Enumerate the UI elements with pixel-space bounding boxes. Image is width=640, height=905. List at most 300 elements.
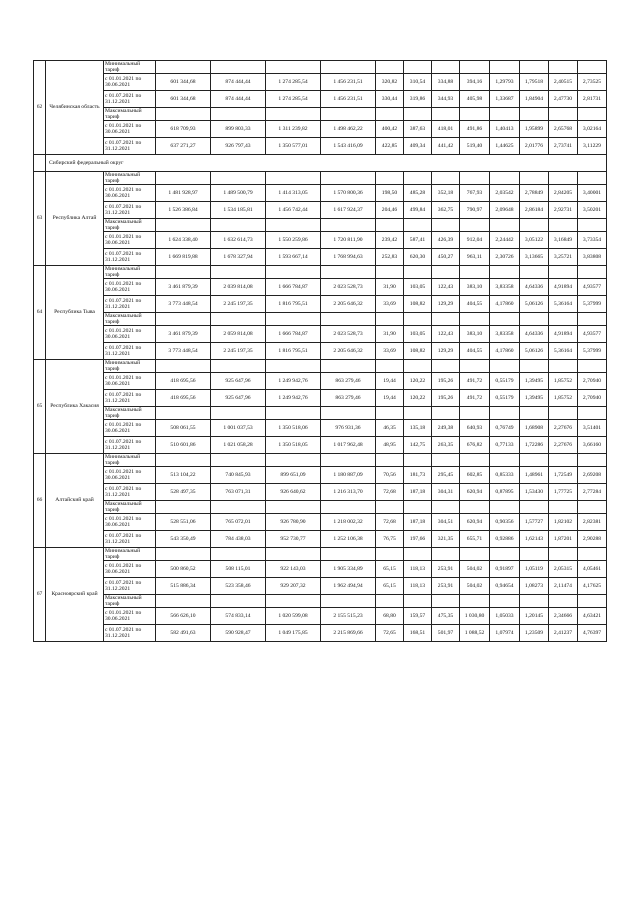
- value-cell: 2,81731: [578, 91, 607, 108]
- empty-cell: [520, 108, 549, 121]
- empty-cell: [549, 360, 578, 373]
- tariff-table: [33, 60, 607, 642]
- value-cell: 620,94: [460, 484, 490, 501]
- value-cell: 3,73354: [578, 232, 607, 249]
- empty-cell: [520, 360, 549, 373]
- empty-cell: [432, 266, 460, 279]
- value-cell: 1,72286: [520, 437, 549, 454]
- value-cell: 2,78849: [520, 185, 549, 202]
- empty-cell: [404, 407, 432, 420]
- value-cell: 899 651,09: [266, 467, 321, 484]
- empty-cell: [404, 595, 432, 608]
- empty-cell: [404, 172, 432, 185]
- table-row: [34, 407, 607, 420]
- empty-cell: [211, 595, 266, 608]
- tariff-label-max: Максимальный тариф: [104, 313, 156, 326]
- value-cell: 587,41: [404, 232, 432, 249]
- value-cell: 2,05315: [549, 561, 578, 578]
- value-cell: 3 461 879,39: [156, 326, 211, 343]
- value-cell: 400,42: [376, 121, 404, 138]
- value-cell: 515 886,34: [156, 578, 211, 595]
- value-cell: 765 072,01: [211, 514, 266, 531]
- value-cell: 508 061,55: [156, 420, 211, 437]
- value-cell: 501,97: [432, 625, 460, 642]
- empty-cell: [404, 313, 432, 326]
- empty-cell: [578, 548, 607, 561]
- empty-cell: [156, 407, 211, 420]
- empty-cell: [266, 61, 321, 74]
- value-cell: 409,34: [404, 138, 432, 155]
- value-cell: 418 695,56: [156, 390, 211, 407]
- value-cell: 2 245 197,35: [211, 296, 266, 313]
- value-cell: 72,68: [376, 514, 404, 531]
- value-cell: 5,36164: [549, 343, 578, 360]
- empty-cell: [520, 407, 549, 420]
- table-row: [34, 155, 607, 172]
- value-cell: 0,85333: [490, 467, 520, 484]
- empty-cell: [321, 313, 376, 326]
- table-row: [34, 326, 607, 343]
- period-cell: с 01.07.2021 по 31.12.2021: [104, 249, 156, 266]
- period-cell: с 01.07.2021 по 31.12.2021: [104, 625, 156, 642]
- region-name-cell: Челябинская область: [46, 61, 104, 155]
- value-cell: 3,02164: [578, 121, 607, 138]
- value-cell: 510 601,86: [156, 437, 211, 454]
- value-cell: 863 279,46: [321, 390, 376, 407]
- table-row: [34, 501, 607, 514]
- value-cell: 187,18: [404, 514, 432, 531]
- value-cell: 1,23509: [520, 625, 549, 642]
- tariff-label-max: Максимальный тариф: [104, 407, 156, 420]
- empty-cell: [156, 61, 211, 74]
- value-cell: 181,73: [404, 467, 432, 484]
- table-row: [34, 232, 607, 249]
- value-cell: 1 021 058,28: [211, 437, 266, 454]
- empty-cell: [578, 407, 607, 420]
- empty-cell: [211, 548, 266, 561]
- empty-cell: [578, 313, 607, 326]
- value-cell: 122,43: [432, 279, 460, 296]
- empty-cell: [432, 172, 460, 185]
- table-row: [34, 531, 607, 548]
- value-cell: 168,51: [404, 625, 432, 642]
- empty-cell: [156, 266, 211, 279]
- value-cell: 1 017 962,48: [321, 437, 376, 454]
- empty-cell: [211, 407, 266, 420]
- empty-cell: [549, 266, 578, 279]
- value-cell: 4,91894: [549, 326, 578, 343]
- table-row: [34, 608, 607, 625]
- period-cell: с 01.07.2021 по 31.12.2021: [104, 343, 156, 360]
- table-row: [34, 420, 607, 437]
- empty-cell: [321, 219, 376, 232]
- empty-cell: [578, 61, 607, 74]
- table-row: [34, 373, 607, 390]
- empty-cell: [156, 360, 211, 373]
- value-cell: 1 030,80: [460, 608, 490, 625]
- empty-cell: [549, 61, 578, 74]
- value-cell: 135,18: [404, 420, 432, 437]
- value-cell: 601 344,68: [156, 91, 211, 108]
- value-cell: 1 632 614,73: [211, 232, 266, 249]
- table-row: [34, 625, 607, 642]
- table-row: [34, 121, 607, 138]
- empty-cell: [460, 548, 490, 561]
- value-cell: 204,46: [376, 202, 404, 219]
- empty-cell: [376, 266, 404, 279]
- empty-cell: [321, 548, 376, 561]
- empty-cell: [460, 172, 490, 185]
- value-cell: 2,73525: [578, 74, 607, 91]
- value-cell: 1,48961: [520, 467, 549, 484]
- empty-cell: [490, 172, 520, 185]
- empty-cell: [266, 313, 321, 326]
- value-cell: 929 207,32: [266, 578, 321, 595]
- value-cell: 0,55179: [490, 390, 520, 407]
- table-row: [34, 266, 607, 279]
- value-cell: 330,44: [376, 91, 404, 108]
- value-cell: 543 350,49: [156, 531, 211, 548]
- value-cell: 1 593 667,14: [266, 249, 321, 266]
- empty-cell: [578, 108, 607, 121]
- period-cell: с 01.01.2021 по 30.06.2021: [104, 514, 156, 531]
- value-cell: 566 626,10: [156, 608, 211, 625]
- empty-cell: [578, 172, 607, 185]
- value-cell: 4,76397: [578, 625, 607, 642]
- value-cell: 76,75: [376, 531, 404, 548]
- empty-cell: [404, 108, 432, 121]
- value-cell: 963,11: [460, 249, 490, 266]
- value-cell: 295,45: [432, 467, 460, 484]
- value-cell: 0,87895: [490, 484, 520, 501]
- period-cell: с 01.07.2021 по 31.12.2021: [104, 437, 156, 454]
- value-cell: 31,90: [376, 279, 404, 296]
- value-cell: 899 803,33: [211, 121, 266, 138]
- value-cell: 2,01776: [520, 138, 549, 155]
- value-cell: 1,62143: [520, 531, 549, 548]
- value-cell: 48,95: [376, 437, 404, 454]
- empty-cell: [460, 501, 490, 514]
- empty-cell: [266, 219, 321, 232]
- table-row: [34, 61, 607, 74]
- value-cell: 0,77133: [490, 437, 520, 454]
- period-cell: с 01.01.2021 по 30.06.2021: [104, 373, 156, 390]
- empty-cell: [266, 595, 321, 608]
- value-cell: 513 104,22: [156, 467, 211, 484]
- value-cell: 475,35: [432, 608, 460, 625]
- value-cell: 239,42: [376, 232, 404, 249]
- value-cell: 1 550 259,86: [266, 232, 321, 249]
- row-number-cell: 63: [34, 172, 46, 266]
- table-row: [34, 578, 607, 595]
- empty-cell: [460, 108, 490, 121]
- empty-cell: [211, 219, 266, 232]
- empty-cell: [156, 219, 211, 232]
- empty-cell: [578, 595, 607, 608]
- value-cell: 394,16: [460, 74, 490, 91]
- value-cell: 2,34666: [549, 608, 578, 625]
- empty-cell: [460, 313, 490, 326]
- value-cell: 601 344,68: [156, 74, 211, 91]
- value-cell: 1 720 811,90: [321, 232, 376, 249]
- value-cell: 1 617 924,37: [321, 202, 376, 219]
- period-cell: с 01.01.2021 по 30.06.2021: [104, 467, 156, 484]
- value-cell: 5,37999: [578, 296, 607, 313]
- value-cell: 1 456 231,51: [321, 74, 376, 91]
- table-row: [34, 172, 607, 185]
- value-cell: 2 039 814,08: [211, 279, 266, 296]
- value-cell: 767,93: [460, 185, 490, 202]
- value-cell: 129,29: [432, 296, 460, 313]
- empty-cell: [266, 407, 321, 420]
- value-cell: 1 088,52: [460, 625, 490, 642]
- tariff-label-min: Минимальный тариф: [104, 61, 156, 74]
- empty-cell: [578, 266, 607, 279]
- value-cell: 197,66: [404, 531, 432, 548]
- empty-cell: [490, 501, 520, 514]
- value-cell: 383,10: [460, 279, 490, 296]
- value-cell: 1,72549: [549, 467, 578, 484]
- value-cell: 1,79518: [520, 74, 549, 91]
- value-cell: 1 180 887,09: [321, 467, 376, 484]
- value-cell: 2 215 869,66: [321, 625, 376, 642]
- value-cell: 5,06126: [520, 343, 549, 360]
- value-cell: 2,09648: [490, 202, 520, 219]
- empty-cell: [156, 501, 211, 514]
- empty-cell: [490, 313, 520, 326]
- empty-cell: [266, 548, 321, 561]
- empty-cell: [432, 108, 460, 121]
- value-cell: 1 570 800,36: [321, 185, 376, 202]
- empty-cell: [578, 501, 607, 514]
- value-cell: 1,84904: [520, 91, 549, 108]
- empty-cell: [211, 266, 266, 279]
- value-cell: 1 414 313,05: [266, 185, 321, 202]
- value-cell: 2,03542: [490, 185, 520, 202]
- empty-cell: [520, 595, 549, 608]
- value-cell: 5,36164: [549, 296, 578, 313]
- value-cell: 1,05119: [520, 561, 549, 578]
- value-cell: 1,08273: [520, 578, 549, 595]
- value-cell: 1 962 494,94: [321, 578, 376, 595]
- value-cell: 319,86: [404, 91, 432, 108]
- value-cell: 574 833,14: [211, 608, 266, 625]
- value-cell: 485,28: [404, 185, 432, 202]
- empty-cell: [376, 548, 404, 561]
- value-cell: 1 274 285,54: [266, 74, 321, 91]
- value-cell: 195,26: [432, 390, 460, 407]
- value-cell: 304,31: [432, 484, 460, 501]
- value-cell: 640,93: [460, 420, 490, 437]
- empty-cell: [490, 548, 520, 561]
- value-cell: 637 271,27: [156, 138, 211, 155]
- value-cell: 528 551,06: [156, 514, 211, 531]
- value-cell: 926 780,90: [266, 514, 321, 531]
- value-cell: 1 543 416,09: [321, 138, 376, 155]
- empty-cell: [520, 501, 549, 514]
- empty-cell: [376, 219, 404, 232]
- value-cell: 676,82: [460, 437, 490, 454]
- value-cell: 1 274 285,54: [266, 91, 321, 108]
- value-cell: 2,47730: [549, 91, 578, 108]
- period-cell: с 01.01.2021 по 30.06.2021: [104, 185, 156, 202]
- empty-cell: [376, 454, 404, 467]
- empty-cell: [404, 454, 432, 467]
- value-cell: 68,80: [376, 608, 404, 625]
- value-cell: 1 216 313,70: [321, 484, 376, 501]
- value-cell: 1 669 819,88: [156, 249, 211, 266]
- value-cell: 252,83: [376, 249, 404, 266]
- period-cell: с 01.07.2021 по 31.12.2021: [104, 91, 156, 108]
- tariff-label-min: Минимальный тариф: [104, 172, 156, 185]
- value-cell: 1,82102: [549, 514, 578, 531]
- empty-cell: [460, 595, 490, 608]
- empty-cell: [321, 108, 376, 121]
- value-cell: 1,68908: [520, 420, 549, 437]
- empty-cell: [432, 501, 460, 514]
- empty-cell: [376, 172, 404, 185]
- empty-cell: [34, 155, 46, 172]
- tariff-label-min: Минимальный тариф: [104, 266, 156, 279]
- value-cell: 310,54: [404, 74, 432, 91]
- value-cell: 198,50: [376, 185, 404, 202]
- table-row: [34, 514, 607, 531]
- table-row: [34, 313, 607, 326]
- tariff-label-max: Максимальный тариф: [104, 219, 156, 232]
- value-cell: 0,55179: [490, 373, 520, 390]
- table-row: [34, 390, 607, 407]
- table-row: [34, 454, 607, 467]
- value-cell: 740 845,93: [211, 467, 266, 484]
- value-cell: 523 358,46: [211, 578, 266, 595]
- empty-cell: [460, 61, 490, 74]
- table-row: [34, 219, 607, 232]
- empty-cell: [404, 266, 432, 279]
- value-cell: 1 624 338,40: [156, 232, 211, 249]
- period-cell: с 01.01.2021 по 30.06.2021: [104, 561, 156, 578]
- value-cell: 1 456 742,44: [266, 202, 321, 219]
- value-cell: 253,91: [432, 578, 460, 595]
- value-cell: 3,13665: [520, 249, 549, 266]
- value-cell: 2 023 528,73: [321, 326, 376, 343]
- table-row: [34, 249, 607, 266]
- value-cell: 3 461 879,39: [156, 279, 211, 296]
- empty-cell: [490, 407, 520, 420]
- value-cell: 3,83358: [490, 279, 520, 296]
- empty-cell: [156, 595, 211, 608]
- value-cell: 122,43: [432, 326, 460, 343]
- value-cell: 108,82: [404, 343, 432, 360]
- value-cell: 253,91: [432, 561, 460, 578]
- value-cell: 383,10: [460, 326, 490, 343]
- table-row: [34, 138, 607, 155]
- empty-cell: [321, 454, 376, 467]
- value-cell: 3,51401: [578, 420, 607, 437]
- value-cell: 2 023 528,73: [321, 279, 376, 296]
- empty-cell: [549, 219, 578, 232]
- value-cell: 491,72: [460, 390, 490, 407]
- value-cell: 1,05033: [490, 608, 520, 625]
- value-cell: 120,22: [404, 390, 432, 407]
- value-cell: 1,53430: [520, 484, 549, 501]
- empty-cell: [321, 501, 376, 514]
- value-cell: 2,86184: [520, 202, 549, 219]
- value-cell: 2,27676: [549, 437, 578, 454]
- period-cell: с 01.01.2021 по 30.06.2021: [104, 608, 156, 625]
- value-cell: 763 071,31: [211, 484, 266, 501]
- value-cell: 0,94654: [490, 578, 520, 595]
- value-cell: 4,93577: [578, 279, 607, 296]
- value-cell: 2,70940: [578, 390, 607, 407]
- empty-cell: [549, 595, 578, 608]
- empty-cell: [321, 266, 376, 279]
- value-cell: 422,85: [376, 138, 404, 155]
- value-cell: 441,42: [432, 138, 460, 155]
- row-number-cell: 67: [34, 548, 46, 642]
- value-cell: 4,17860: [490, 343, 520, 360]
- value-cell: 2,30726: [490, 249, 520, 266]
- value-cell: 1,29793: [490, 74, 520, 91]
- table-row: [34, 74, 607, 91]
- empty-cell: [321, 595, 376, 608]
- value-cell: 33,69: [376, 343, 404, 360]
- value-cell: 925 647,96: [211, 390, 266, 407]
- row-number-cell: 66: [34, 454, 46, 548]
- empty-cell: [490, 266, 520, 279]
- table-row: [34, 185, 607, 202]
- value-cell: 1 816 795,51: [266, 296, 321, 313]
- value-cell: 3,40001: [578, 185, 607, 202]
- value-cell: 362,75: [432, 202, 460, 219]
- value-cell: 2,70940: [578, 373, 607, 390]
- value-cell: 3,83808: [578, 249, 607, 266]
- table-row: [34, 548, 607, 561]
- value-cell: 31,90: [376, 326, 404, 343]
- empty-cell: [266, 360, 321, 373]
- value-cell: 65,15: [376, 561, 404, 578]
- value-cell: 2,41237: [549, 625, 578, 642]
- value-cell: 504,02: [460, 578, 490, 595]
- empty-cell: [376, 360, 404, 373]
- value-cell: 618 709,93: [156, 121, 211, 138]
- value-cell: 519,40: [460, 138, 490, 155]
- period-cell: с 01.01.2021 по 30.06.2021: [104, 326, 156, 343]
- empty-cell: [376, 108, 404, 121]
- value-cell: 922 143,03: [266, 561, 321, 578]
- value-cell: 784 438,03: [211, 531, 266, 548]
- value-cell: 2 205 646,32: [321, 296, 376, 313]
- value-cell: 2,77284: [578, 484, 607, 501]
- value-cell: 3,05122: [520, 232, 549, 249]
- value-cell: 19,44: [376, 373, 404, 390]
- value-cell: 5,06126: [520, 296, 549, 313]
- value-cell: 2,90288: [578, 531, 607, 548]
- federal-district-heading: Сибирский федеральный округ: [46, 155, 607, 172]
- value-cell: 590 928,47: [211, 625, 266, 642]
- empty-cell: [376, 313, 404, 326]
- value-cell: 404,55: [460, 343, 490, 360]
- value-cell: 450,27: [432, 249, 460, 266]
- value-cell: 3 773 448,54: [156, 296, 211, 313]
- table-row: [34, 484, 607, 501]
- period-cell: с 01.01.2021 по 30.06.2021: [104, 74, 156, 91]
- value-cell: 2,84205: [549, 185, 578, 202]
- value-cell: 405,98: [460, 91, 490, 108]
- value-cell: 320,82: [376, 74, 404, 91]
- value-cell: 418,01: [432, 121, 460, 138]
- value-cell: 3,25721: [549, 249, 578, 266]
- value-cell: 2 245 197,35: [211, 343, 266, 360]
